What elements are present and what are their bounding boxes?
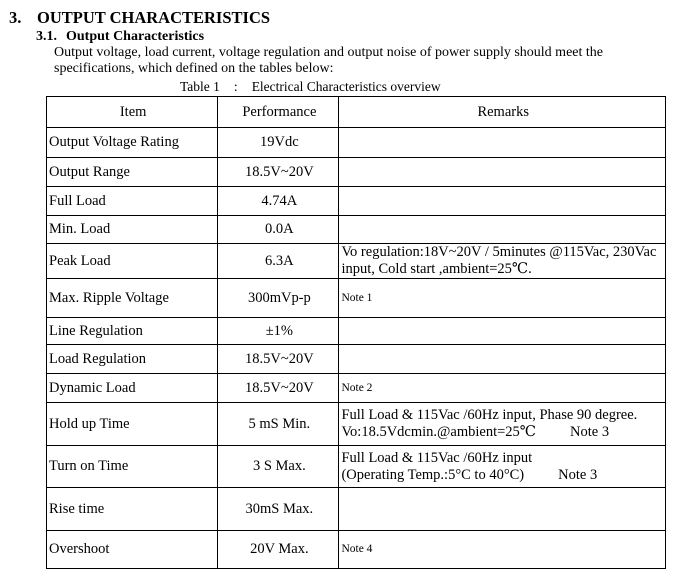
cell-performance: 300mVp-p (218, 279, 339, 318)
cell-performance: 0.0A (218, 216, 339, 244)
remark-text: Vo:18.5Vdcmin.@ambient=25℃ (341, 424, 537, 440)
cell-item: Rise time (47, 488, 218, 531)
table-row (47, 318, 666, 345)
table-row (47, 531, 666, 569)
cell-performance: 30mS Max. (218, 488, 339, 531)
cell-item: Hold up Time (47, 403, 218, 446)
cell-remarks (339, 216, 666, 244)
caption-separator: : (233, 79, 238, 94)
remark-line (341, 541, 665, 558)
cell-remarks (339, 244, 666, 279)
remark-text: Full Load & 115Vac /60Hz input (341, 449, 533, 466)
cell-performance: 18.5V~20V (218, 158, 339, 187)
cell-remarks (339, 279, 666, 318)
cell-item: Overshoot (47, 531, 218, 569)
section-heading (9, 8, 270, 28)
remark-line (341, 450, 665, 467)
subsection-number: 3.1. (36, 29, 57, 44)
cell-remarks (339, 345, 666, 374)
header-item: Item (47, 97, 218, 128)
subsection-heading (36, 29, 204, 45)
table-row (47, 216, 666, 244)
remark-text: Note 4 (341, 543, 373, 555)
remark-text: Note 2 (341, 381, 373, 394)
header-performance: Performance (218, 97, 339, 128)
cell-item: Line Regulation (47, 318, 218, 345)
caption-text: Electrical Characteristics overview (251, 79, 441, 94)
cell-item: Peak Load (47, 244, 218, 279)
remark-line (341, 424, 665, 441)
cell-remarks (339, 446, 666, 488)
table-row (47, 374, 666, 403)
table-row (47, 345, 666, 374)
table-row (47, 244, 666, 279)
cell-performance: ±1% (218, 318, 339, 345)
remark-text: input, Cold start ,ambient=25℃. (341, 261, 532, 277)
table-row (47, 187, 666, 216)
cell-performance: 5 mS Min. (218, 403, 339, 446)
section-number: 3. (9, 8, 22, 27)
cell-remarks (339, 187, 666, 216)
table-row (47, 488, 666, 531)
cell-remarks (339, 158, 666, 187)
remark-note: Note 3 (570, 424, 610, 440)
cell-item: Min. Load (47, 216, 218, 244)
remark-line (341, 244, 665, 261)
cell-item: Dynamic Load (47, 374, 218, 403)
cell-remarks (339, 318, 666, 345)
cell-remarks (339, 531, 666, 569)
table-header-row (47, 97, 666, 128)
cell-item: Max. Ripple Voltage (47, 279, 218, 318)
cell-performance: 20V Max. (218, 531, 339, 569)
remark-text: Full Load & 115Vac /60Hz input, Phase 90 degree. (341, 407, 638, 423)
cell-item: Turn on Time (47, 446, 218, 488)
cell-performance: 19Vdc (218, 128, 339, 158)
cell-performance: 18.5V~20V (218, 374, 339, 403)
header-remarks: Remarks (339, 97, 666, 128)
cell-remarks (339, 374, 666, 403)
remark-note: Note 3 (558, 466, 598, 483)
remark-text: Vo regulation:18V~20V / 5minutes @115Vac, 230Vac (341, 244, 657, 260)
remark-text: (Operating Temp.:5°C to 40°C) (341, 466, 525, 483)
subsection-title: Output Characteristics (66, 29, 205, 44)
table-row (47, 446, 666, 488)
caption-label: Table 1 (180, 79, 220, 94)
remark-line (341, 467, 665, 484)
cell-item: Output Range (47, 158, 218, 187)
remark-line (341, 261, 665, 278)
table-row (47, 279, 666, 318)
remark-line (341, 407, 665, 424)
cell-remarks (339, 403, 666, 446)
cell-remarks (339, 488, 666, 531)
table-row (47, 158, 666, 187)
cell-performance: 6.3A (218, 244, 339, 279)
electrical-characteristics-table (46, 96, 666, 569)
section-title: OUTPUT CHARACTERISTICS (37, 8, 271, 27)
table-row (47, 128, 666, 158)
cell-performance: 3 S Max. (218, 446, 339, 488)
cell-performance: 18.5V~20V (218, 345, 339, 374)
table-row (47, 403, 666, 446)
table-body (47, 128, 666, 569)
remark-line (341, 380, 665, 397)
intro-paragraph: Output voltage, load current, voltage regulation and output noise of power supply should meet the specifications, which defined on the tables below: (54, 45, 603, 76)
table-caption (180, 79, 441, 95)
remark-line (341, 290, 665, 307)
cell-item: Load Regulation (47, 345, 218, 374)
cell-performance: 4.74A (218, 187, 339, 216)
cell-item: Output Voltage Rating (47, 128, 218, 158)
cell-remarks (339, 128, 666, 158)
cell-item: Full Load (47, 187, 218, 216)
remark-text: Note 1 (341, 291, 373, 304)
